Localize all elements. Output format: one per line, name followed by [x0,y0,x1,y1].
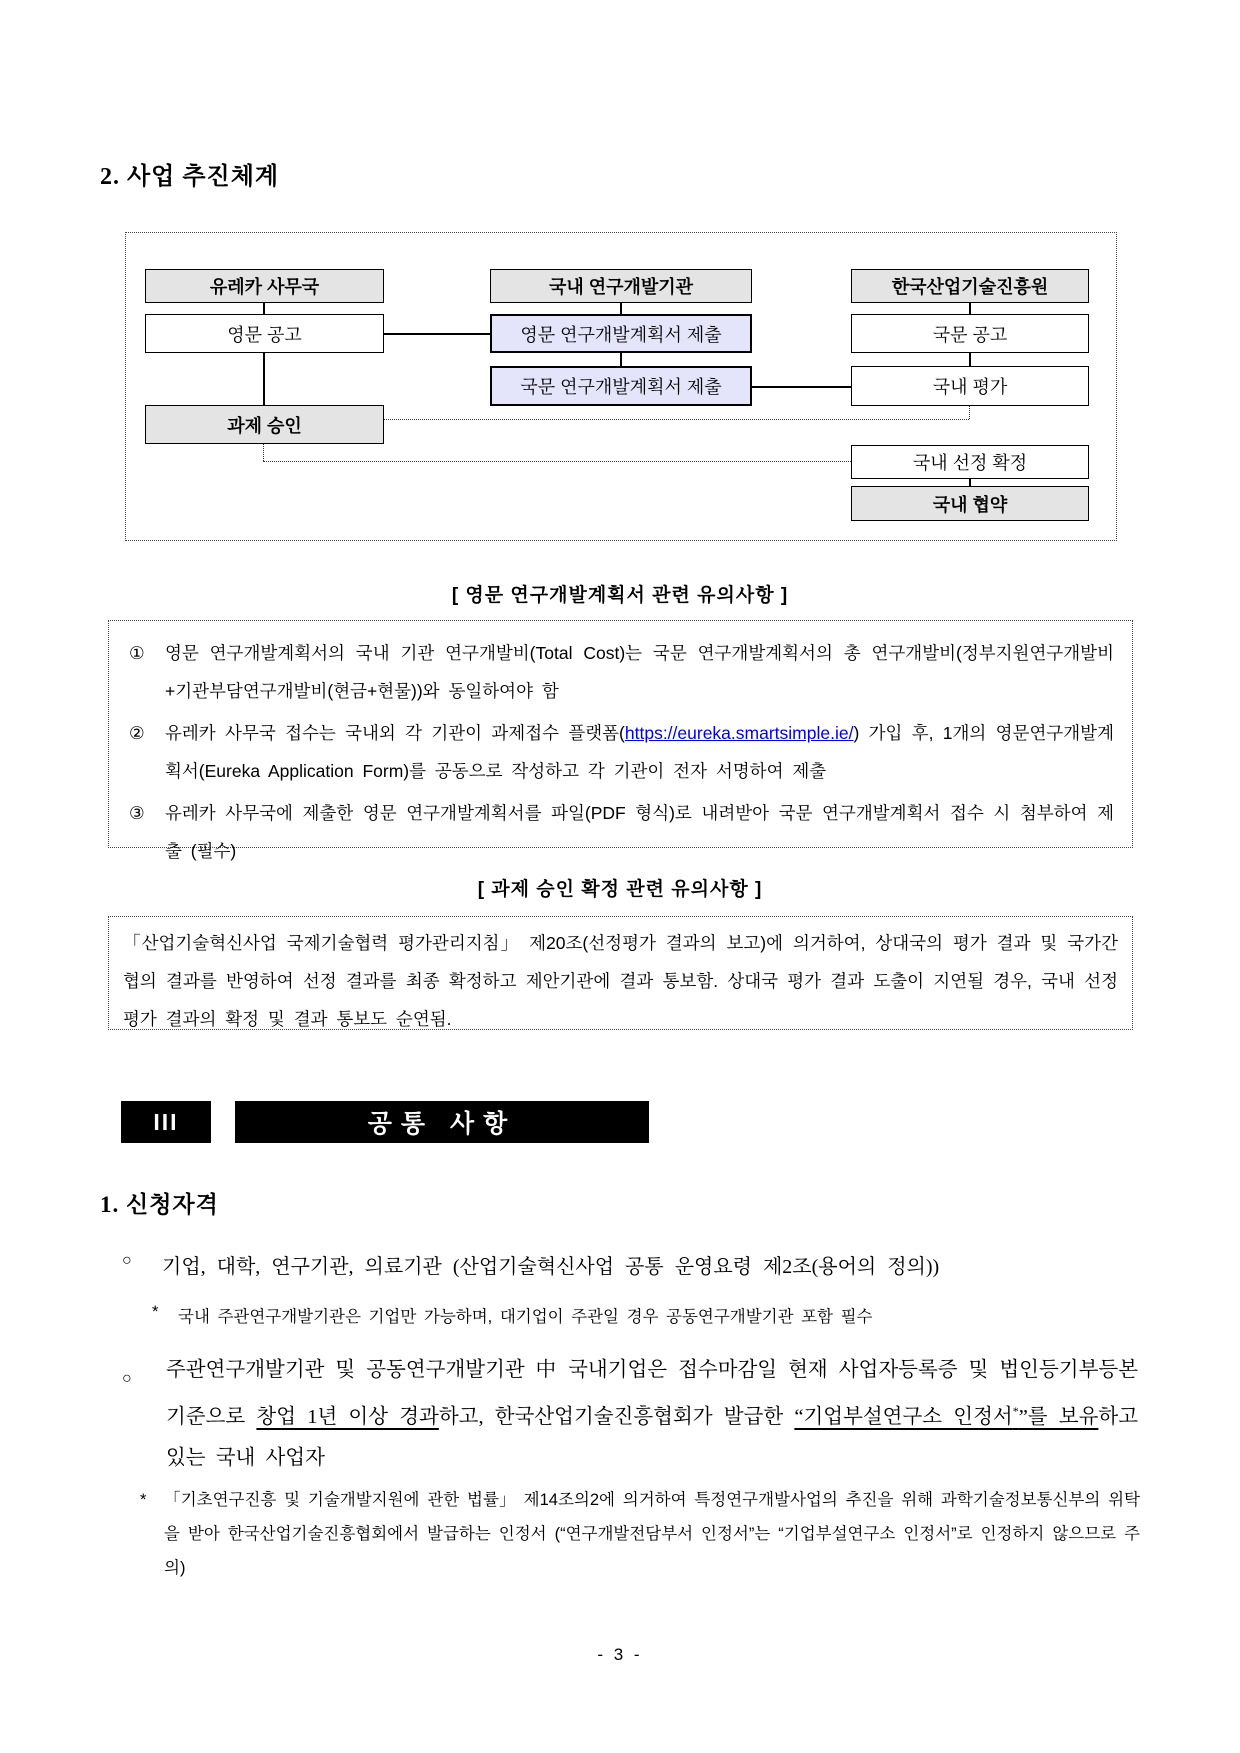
flowchart-box-domestic-evaluation: 국내 평가 [851,366,1089,406]
page-number: - 3 - [597,1645,643,1664]
circle-bullet-icon: ○ [122,1252,132,1269]
connector-org-to-engsubmit [620,303,622,314]
connector-engsubmit-to-korsubmit [620,353,622,366]
qualification-heading: 1. 신청자격 [100,1192,219,1217]
process-flowchart [125,232,1117,541]
notice-item-1 [129,634,1114,710]
connector-selection-to-agreement [969,479,971,486]
notice-approval-text: 「산업기술혁신사업 국제기술협력 평가관리지침」 제20조(선정평가 결과의 보고)에 의거하여, 상대국의 평가 결과 및 국가간 협의 결과를 반영하여 선정 결과를 최종 확정하고 제안기관에 결과 통보함. 상대국 평가 결과 도출이 지연될 경우, 국내 선정평가 결과의 확정 및 결과 통보도 순연됨. [123,933,1118,1029]
connector-kiat-to-kornotice [969,303,971,314]
flowchart-box-project-approval: 과제 승인 [145,405,384,444]
bullet-2-u3: ”를 보유 [1018,1405,1099,1428]
flowchart-header-domestic-rnd-org: 국내 연구개발기관 [490,269,752,303]
notice-item-3 [129,794,1114,870]
connector-kornotice-to-eval [969,353,971,366]
footnote-2-text: 「기초연구진흥 및 기술개발지원에 관한 법률」 제14조의2에 의거하여 특정연구개발사업의 추진을 위해 과학기술정보통신부의 위탁을 받아 한국산업기술진흥협회에서 발급하는 인정서 (“연구개발전담부서 인정서”는 “기업부설연구소 인정서”로 인정하지 않으므로 주의) [164,1491,1140,1577]
flowchart-header-kiat: 한국산업기술진흥원 [851,269,1089,303]
notice-box-english-plan [108,620,1133,861]
bullet-2-seg3: 하고 있는 국내 사업자 [166,1405,1138,1469]
notice-title-approval: [ 과제 승인 확정 관련 유의사항 ] [477,879,763,900]
notice-item-3-text: 유레카 사무국에 제출한 영문 연구개발계획서를 파일(PDF 형식)로 내려받아 국문 연구개발계획서 접수 시 첨부하여 제출 (필수) [165,803,1114,861]
footnote-lead-org [152,1303,1137,1327]
dotted-connector-approval-to-selection [263,461,851,462]
bullet-2-seg1: 주관연구개발기관 및 공동연구개발기관 中 국내기업은 접수마감일 현재 사업자등록증 및 법인등기부등본 기준으로 [166,1359,1138,1428]
bullet-eligible-org-types [122,1250,1137,1279]
notice-item-2 [129,714,1114,790]
item-number-3: ③ [129,803,145,823]
underline-founding-period: 창업 1년 이상 경과 [256,1405,439,1428]
footnote-1-text: 국내 주관연구개발기관은 기업만 가능하며, 대기업이 주관일 경우 공동연구개발기관 포함 필수 [178,1308,873,1326]
dotted-connector-eval-to-approval [384,419,969,420]
circle-bullet-icon: ○ [122,1370,132,1387]
section-banner-title: 공통 사항 [235,1101,649,1143]
flowchart-box-english-plan-submit: 영문 연구개발계획서 제출 [490,314,752,353]
footnote-certificate [140,1483,1140,1585]
connector-engnotice-to-approval [263,353,265,405]
bullet-1-text: 기업, 대학, 연구기관, 의료기관 (산업기술혁신사업 공통 운영요령 제2조(용어의 정의)) [162,1256,940,1278]
flowchart-header-eureka-office: 유레카 사무국 [145,269,384,303]
page-title: 2. 사업 추진체계 [100,164,280,190]
notice-box-approval [108,916,1133,1030]
dotted-connector-eval-down [969,406,970,419]
certificate-footnote-ref: * [1012,1404,1019,1418]
flowchart-box-korean-plan-submit: 국문 연구개발계획서 제출 [490,366,752,406]
notice-item-2-post: ) 가입 후, 1개의 영문연구개발계획서(Eureka Application Form)를 공동으로 작성하고 각 기관이 전자 서명하여 제출 [165,723,1114,781]
notice-title-english-plan: [ 영문 연구개발계획서 관련 유의사항 ] [451,585,789,606]
flowchart-box-korean-notice: 국문 공고 [851,314,1089,353]
connector-korsubmit-to-eval [752,386,851,388]
eureka-platform-link[interactable]: https://eureka.smartsimple.ie/ [624,723,854,743]
notice-item-2-pre: 유레카 사무국 접수는 국내외 각 기관이 과제접수 플랫폼( [165,723,625,743]
item-number-2: ② [129,723,145,743]
notice-item-1-text: 영문 연구개발계획서의 국내 기관 연구개발비(Total Cost)는 국문 연구개발계획서의 총 연구개발비(정부지원연구개발비 +기관부담연구개발비(현금+현물))와 동일하여야 함 [165,643,1114,701]
item-number-1: ① [129,643,145,663]
section-roman-numeral: III [121,1101,211,1143]
dotted-connector-approval-down [263,444,264,461]
flowchart-box-english-notice: 영문 공고 [145,314,384,353]
flowchart-box-domestic-selection: 국내 선정 확정 [851,445,1089,479]
connector-engnotice-to-engsubmit [384,333,490,335]
underline-certificate [794,1406,1098,1428]
bullet-2-u2: “기업부설연구소 인정서 [794,1405,1013,1428]
asterisk-icon: * [152,1303,159,1321]
connector-eureka-to-engnotice [263,303,265,314]
bullet-domestic-company-req [122,1350,1138,1479]
bullet-2-seg2: 하고, 한국산업기술진흥협회가 발급한 [438,1405,795,1428]
flowchart-box-domestic-agreement: 국내 협약 [851,486,1089,521]
asterisk-icon: * [140,1491,147,1509]
